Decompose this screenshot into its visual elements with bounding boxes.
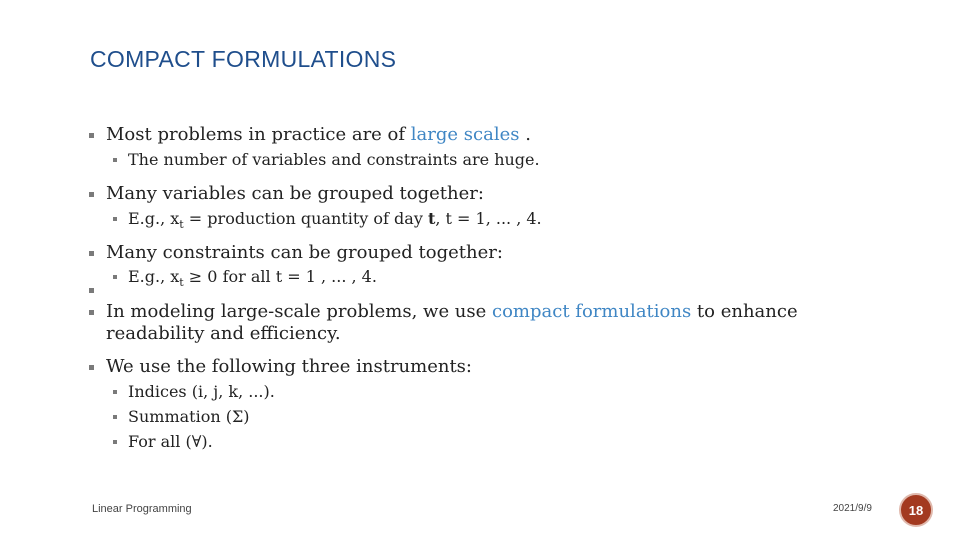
sub-bullet-marker: [113, 275, 117, 279]
text-span: E.g., x: [128, 209, 180, 228]
bullet-marker: [89, 251, 94, 256]
sub-bullet-marker: [113, 440, 117, 444]
bold-variable: t: [427, 209, 436, 228]
sub-bullet-item: The number of variables and constraints are huge.: [128, 150, 540, 169]
page-number-badge: 18: [899, 493, 933, 527]
bullet-item-large-scales: [106, 124, 531, 145]
highlight-large-scales: large scales: [410, 124, 520, 145]
footer-course-name: Linear Programming: [92, 503, 192, 515]
bullet-marker: [89, 310, 94, 315]
highlight-compact-formulations: compact formulations: [492, 301, 692, 322]
sub-bullet-marker: [113, 217, 117, 221]
text-span: = production quantity of day: [183, 209, 428, 228]
sub-bullet-item: [128, 209, 542, 231]
sub-bullet-for-all: For all (∀).: [128, 432, 213, 451]
bullet-item-constraints: Many constraints can be grouped together:: [106, 242, 503, 263]
bullet-item-compact-formulations: [106, 301, 798, 322]
text-span: to enhance: [691, 301, 798, 322]
bullet-item-variables: Many variables can be grouped together:: [106, 183, 484, 204]
text-span: In modeling large-scale problems, we use: [106, 301, 493, 322]
bullet-item-instruments: We use the following three instruments:: [106, 356, 472, 377]
bullet-item-continuation: readability and efficiency.: [106, 323, 341, 344]
text-span: E.g., x: [128, 267, 180, 286]
footer-date: 2021/9/9: [833, 503, 872, 514]
bullet-marker: [89, 192, 94, 197]
bullet-marker: [89, 288, 94, 293]
subscript: t: [179, 276, 184, 289]
sub-bullet-marker: [113, 158, 117, 162]
sub-bullet-marker: [113, 415, 117, 419]
sub-bullet-marker: [113, 390, 117, 394]
text-span: ≥ 0 for all t = 1 , ... , 4.: [183, 267, 377, 286]
slide-title: COMPACT FORMULATIONS: [90, 46, 397, 72]
subscript: t: [179, 218, 184, 231]
bullet-marker: [89, 365, 94, 370]
text-span: .: [519, 124, 531, 145]
text-span: Most problems in practice are of: [106, 124, 411, 145]
sub-bullet-indices: Indices (i, j, k, ...).: [128, 382, 275, 401]
bullet-marker: [89, 133, 94, 138]
sub-bullet-summation: Summation (Σ): [128, 407, 250, 426]
sub-bullet-item: [128, 267, 377, 289]
text-span: , t = 1, ... , 4.: [435, 209, 542, 228]
